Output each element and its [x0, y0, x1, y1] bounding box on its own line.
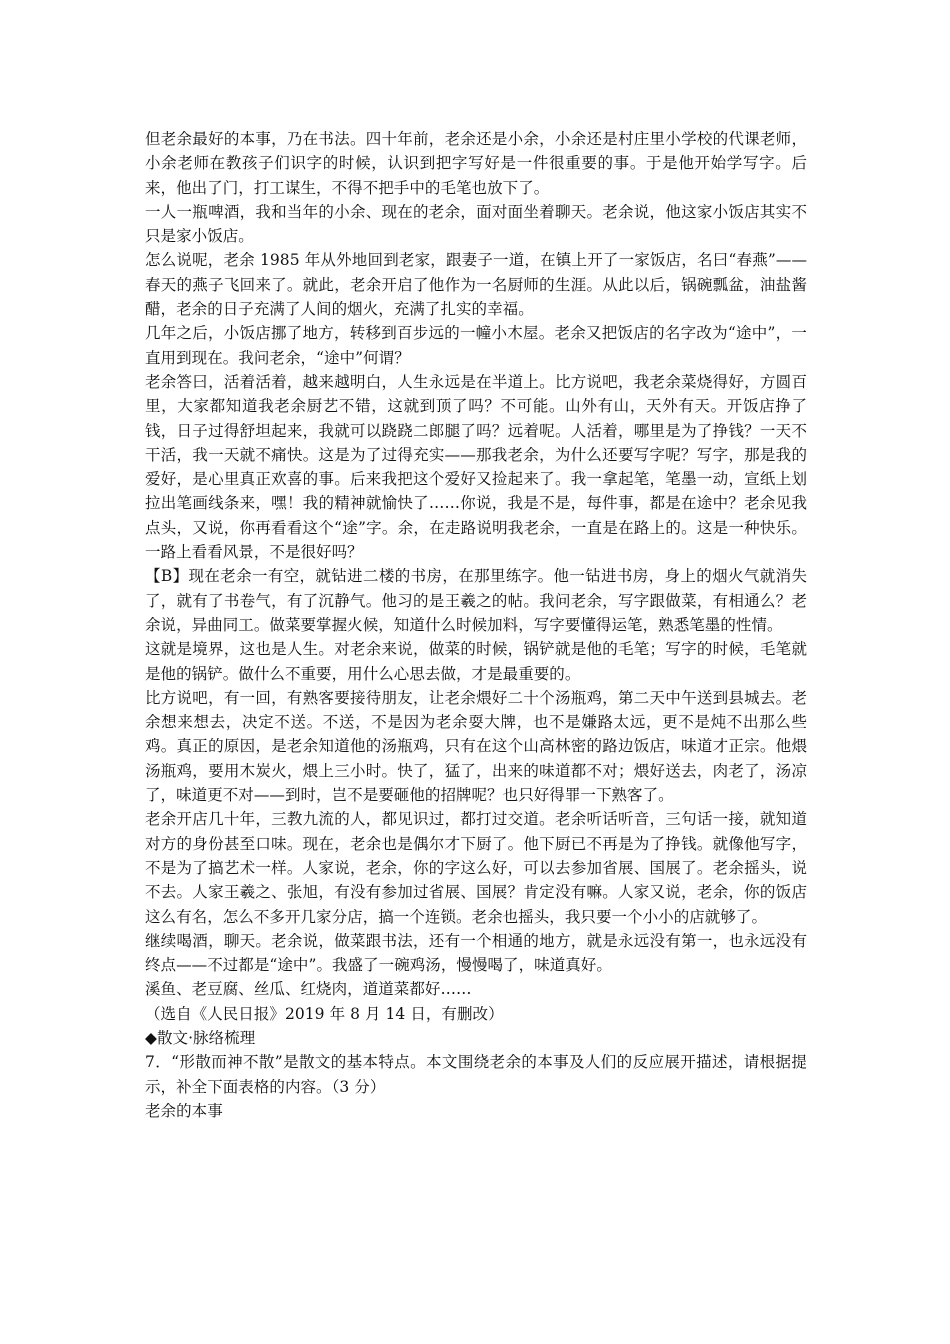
- table-caption-laoyu-skills: 老余的本事: [145, 1101, 223, 1120]
- paragraph-beer-chat: 一人一瓶啤酒，我和当年的小余、现在的老余，面对面坐着聊天。老余说，他这家小饭店其实不只是家小饭店。: [145, 202, 807, 246]
- paragraph-tuzhong-rename: 几年之后，小饭店挪了地方，转移到百步远的一幢小木屋。老余又把饭店的名字改为“途中”，一直用到现在。我问老余，“途中”何谓？: [145, 324, 807, 367]
- document-body: [145, 127, 807, 1123]
- source-citation: （选自《人民日报》2019 年 8 月 14 日，有删改）: [145, 1004, 504, 1023]
- paragraph-chunyan-restaurant: 怎么说呢，老余 1985 年从外地回到老家，跟妻子一道，在镇上开了一家饭店，名曰“春燕”——春天的燕子飞回来了。就此，老余开启了他作为一名厨师的生涯。从此以后，锅碗瓢盆，油盐酱醋，老余的日子充满了人间的烟火，充满了扎实的幸福。: [145, 251, 807, 319]
- paragraph-tangping-chicken: 比方说吧，有一回，有熟客要接待朋友，让老余煨好二十个汤瓶鸡，第二天中午送到县城去。老余想来想去，决定不送。不送，不是因为老余耍大牌，也不是嫌路太远，更不是炖不出那么些鸡。真正的原因，是老余知道他的汤瓶鸡，只有在这个山高林密的路边饭店，味道才正宗。他煨汤瓶鸡，要用木炭火，煨上三小时。快了，猛了，出来的味道都不对；煨好送去，肉老了，汤凉了，味道更不对——到时，岂不是要砸他的招牌呢？也只好得罪一下熟客了。: [145, 688, 807, 805]
- paragraph-no-first-no-end: 继续喝酒，聊天。老余说，做菜跟书法，还有一个相通的地方，就是永远没有第一，也永远没有终点——不过都是“途中”。我盛了一碗鸡汤，慢慢喝了，味道真好。: [145, 931, 807, 975]
- question-7: 7．“形散而神不散”是散文的基本特点。本文围绕老余的本事及人们的反应展开描述，请根据提示，补全下面表格的内容。（3 分）: [145, 1053, 807, 1096]
- paragraph-realm-life: 这就是境界，这也是人生。对老余来说，做菜的时候，锅铲就是他的毛笔；写字的时候，毛笔就是他的锅铲。做什么不重要，用什么心思去做，才是最重要的。: [145, 640, 807, 683]
- section-heading-prose-outline: ◆散文·脉络梳理: [145, 1028, 256, 1047]
- paragraph-section-b-study: 【B】现在老余一有空，就钻进二楼的书房，在那里练字。他一钻进书房，身上的烟火气就消失了，就有了书卷气，有了沉静气。他习的是王羲之的帖。我问老余，写字跟做菜，有相通么？老余说，异曲同工。做菜要掌握火候，知道什么时候加料，写字要懂得运笔，熟悉笔墨的性情。: [145, 567, 807, 634]
- paragraph-calligraphy-intro: 但老余最好的本事，乃在书法。四十年前，老余还是小余，小余还是村庄里小学校的代课老师，小余老师在教孩子们识字的时候，认识到把字写好是一件很重要的事。于是他开始学写字。后来，他出了门，打工谋生，不得不把手中的毛笔也放下了。: [145, 130, 807, 197]
- paragraph-decades-shop: 老余开店几十年，三教九流的人，都见识过，都打过交道。老余听话听音，三句话一接，就知道对方的身份甚至口味。现在，老余也是偶尔才下厨了。他下厨已不再是为了挣钱。就像他写字，不是为了搞艺术一样。人家说，老余，你的字这么好，可以去参加省展、国展了。老余摇头，说不去。人家王羲之、张旭，有没有参加过省展、国展？肯定没有嘛。人家又说，老余，你的饭店这么有名，怎么不多开几家分店，搞一个连锁。老余也摇头，我只要一个小小的店就够了。: [145, 810, 807, 926]
- paragraph-halfway-life: 老余答曰，活着活着，越来越明白，人生永远是在半道上。比方说吧，我老余菜烧得好，方圆百里，大家都知道我老余厨艺不错，这就到顶了吗？不可能。山外有山，天外有天。开饭店挣了钱，日子过得舒坦起来，我就可以跷跷二郎腿了吗？远着呢。人活着，哪里是为了挣钱？一天不干活，我一天就不痛快。这是为了过得充实——那我老余，为什么还要写字呢？写字，那是我的爱好，是心里真正欢喜的事。后来我把这个爱好又捡起来了。我一拿起笔，笔墨一动，宣纸上划拉出笔画线条来，嘿！我的精神就愉快了……你说，我是不是，每件事，都是在途中？老余见我点头，又说，你再看看这个“途”字。余，在走路说明我老余，一直是在路上的。这是一种快乐。一路上看看风景，不是很好吗？: [145, 372, 807, 562]
- paragraph-dishes: 溪鱼、老豆腐、丝瓜、红烧肉，道道菜都好……: [145, 980, 472, 999]
